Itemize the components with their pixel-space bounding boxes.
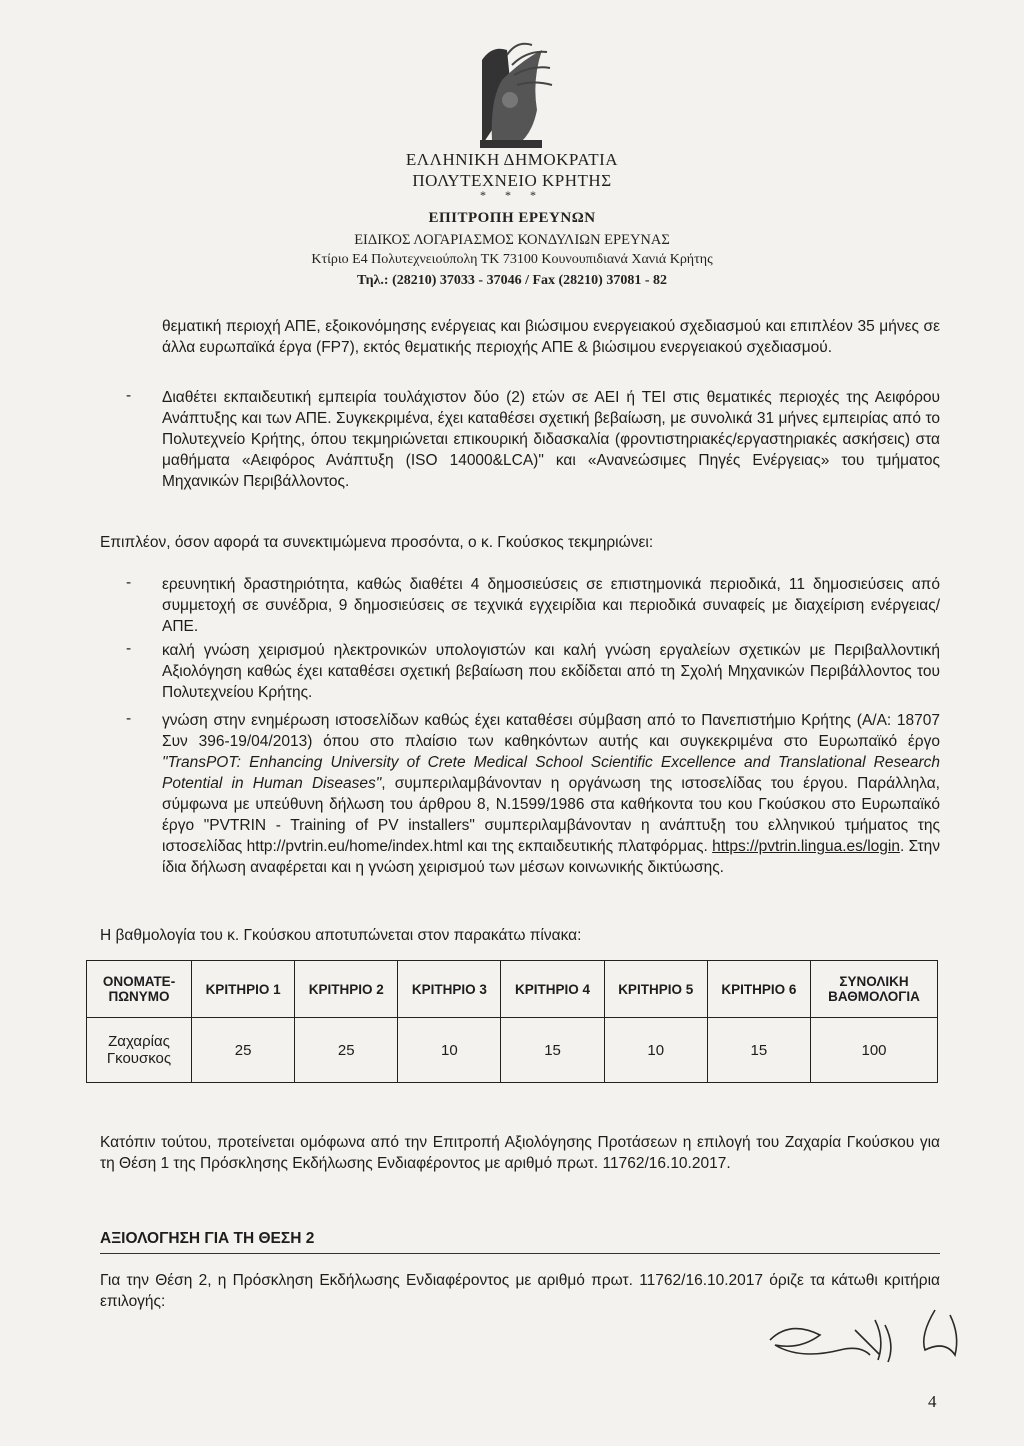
header-stars: * * * (480, 188, 544, 202)
bullet-dash: - (126, 640, 132, 657)
paragraph-position-2: Για την Θέση 2, η Πρόσκληση Εκδήλωσης Ενδιαφέροντος με αριθμό πρωτ. 11762/16.10.2017 όριζε τα κάτωθι κριτήρια επιλογής: (100, 1272, 940, 1310)
bullet-teaching-experience: Διαθέτει εκπαιδευτική εμπειρία τουλάχιστον δύο (2) ετών σε ΑΕΙ ή ΤΕΙ στις θεματικές περιοχές της Αειφόρου Ανάπτυξης και των ΑΠΕ. Συγκεκριμένα, έχει καταθέσει σχετική βεβαίωση, με συνολικά 31 μήνες εμπειρίας από το Πολυτεχνείο Κρήτης, όπου τεκμηριώνεται επικουρική διδασκαλία (φροντιστηριακές/εργαστηριακές ασκήσεις) στα μαθήματα «Αειφόρος Ανάπτυξη (ISO 14000&LCA)" και «Ανανεώσιμες Πηγές Ενέργειας» του τμήματος Μηχανικών Περιβάλλοντος. (162, 389, 940, 490)
paragraph-additional-qualifications: Επιπλέον, όσον αφορά τα συνεκτιμώμενα προσόντα, ο κ. Γκούσκος τεκμηριώνει: (100, 534, 654, 551)
bullet-dash: - (126, 710, 132, 727)
header-committee: ΕΠΙΤΡΟΠΗ ΕΡΕΥΝΩΝ (428, 210, 596, 226)
section-divider (100, 1253, 940, 1254)
bullet-dash: - (126, 574, 132, 591)
header-criterion-1: ΚΡΙΤΗΡΙΟ 1 (192, 961, 295, 1018)
cell-total: 100 (811, 1018, 938, 1083)
platform-link[interactable]: https://pvtrin.lingua.es/login (712, 838, 900, 855)
bullet-computer-skills: καλή γνώση χειρισμού ηλεκτρονικών υπολογιστών και καλή γνώση εργαλείων σχετικών με Περιβαλλοντική Αξιολόγηση καθώς έχει καταθέσει σχετική βεβαίωση που εκδίδεται από τη Σχολή Μηχανικών Περιβάλλοντος του Πολυτεχνείου Κρήτης. (162, 642, 940, 701)
paragraph-1: θεματική περιοχή ΑΠΕ, εξοικονόμησης ενέργειας και βιώσιμου ενεργειακού σχεδιασμού και επιπλέον 35 μήνες σε άλλα ευρωπαϊκά έργα (FP7), εκτός θεματικής περιοχής ΑΠΕ & βιώσιμου ενεργειακού σχεδιασμού. (162, 318, 940, 356)
bullet-dash: - (126, 387, 132, 404)
header-criterion-3: ΚΡΙΤΗΡΙΟ 3 (398, 961, 501, 1018)
header-criterion-5: ΚΡΙΤΗΡΙΟ 5 (604, 961, 707, 1018)
header-name: ΟΝΟΜΑΤΕ-ΠΩΝΥΜΟ (87, 961, 192, 1018)
table-row (87, 1018, 938, 1083)
signature-icon (760, 1300, 980, 1380)
header-criterion-2: ΚΡΙΤΗΡΙΟ 2 (295, 961, 398, 1018)
header-account: ΕΙΔΙΚΟΣ ΛΟΓΑΡΙΑΣΜΟΣ ΚΟΝΔΥΛΙΩΝ ΕΡΕΥΝΑΣ (354, 232, 670, 248)
bullet-research: ερευνητική δραστηριότητα, καθώς διαθέτει 4 δημοσιεύσεις σε επιστημονικά περιοδικά, 11 δημοσιεύσεις από συμμετοχή σε συνέδρια, 9 δημοσιεύσεις σε τεχνικά εγχειρίδια και περιοδικά συναφείς με διαχείριση ενέργειας/ΑΠΕ. (162, 576, 940, 635)
header-phone: Τηλ.: (28210) 37033 - 37046 / Fax (28210) 37081 - 82 (356, 273, 668, 288)
bullet-web-project-title: "TransPOT: Enhancing University of Crete Medical School Scientific Excellence and Translational Research Potential in Human Diseases" (162, 754, 940, 792)
cell-criterion-1: 25 (192, 1018, 295, 1083)
header-country: ΕΛΛΗΝΙΚΗ ΔΗΜΟΚΡΑΤΙΑ (405, 150, 619, 169)
paragraph-grading-intro: Η βαθμολογία του κ. Γκούσκου αποτυπώνεται στον παρακάτω πίνακα: (100, 927, 582, 944)
cell-criterion-5: 10 (604, 1018, 707, 1083)
grading-table (86, 960, 938, 1083)
page-number: 4 (928, 1392, 937, 1411)
header-address: Κτίριο Ε4 Πολυτεχνειούπολη ΤΚ 73100 Κουνουπιδιανά Χανιά Κρήτης (311, 252, 713, 267)
table-header-row (87, 961, 938, 1018)
cell-criterion-4: 15 (501, 1018, 604, 1083)
university-emblem-icon (462, 40, 562, 150)
paragraph-recommendation: Κατόπιν τούτου, προτείνεται ομόφωνα από την Επιτροπή Αξιολόγησης Προτάσεων η επιλογή του Ζαχαρία Γκούσκου για τη Θέση 1 της Πρόσκλησης Εκδήλωσης Ενδιαφέροντος με αριθμό πρωτ. 11762/16.10.2017. (100, 1134, 940, 1172)
cell-name: Ζαχαρίας Γκουσκος (87, 1018, 192, 1083)
header-university: ΠΟΛΥΤΕΧΝΕΙΟ ΚΡΗΤΗΣ (412, 171, 612, 190)
bullet-web-text-b: , συμπεριλαμβάνονταν η οργάνωση της ιστοσελίδας του έργου. Παράλληλα, σύμφωνα με υπεύθυνη δήλωση του άρθρου 8, Ν.1599/1986 στα καθήκοντα του κου Γκούσκου στο Ευρωπαϊκό έργο "PVTRIN - Training of PV installers" συμπεριλαμβάνονταν η ανάπτυξη του ελληνικού τμήματος της ιστοσελίδας http://pvtrin.eu/home/index.html και της εκπαιδευτικής πλατφόρμας. (162, 775, 940, 855)
header-criterion-6: ΚΡΙΤΗΡΙΟ 6 (707, 961, 810, 1018)
section-title: ΑΞΙΟΛΟΓΗΣΗ ΓΙΑ ΤΗ ΘΕΣΗ 2 (100, 1230, 315, 1247)
bullet-web-skills (162, 710, 940, 878)
bullet-web-text-a: γνώση στην ενημέρωση ιστοσελίδων καθώς έχει καταθέσει σύμβαση από το Πανεπιστήμιο Κρήτης (Α/Α: 18707 Συν 396-19/04/2013) όπου στο πλαίσιο των καθηκόντων αυτής και συγκεκριμένα στο Ευρωπαϊκό έργο (162, 712, 940, 750)
header-criterion-4: ΚΡΙΤΗΡΙΟ 4 (501, 961, 604, 1018)
bullet-web-text-c: . Στην ίδια δήλωση αναφέρεται και η γνώση χειρισμού των μέσων κοινωνικής δικτύωσης. (162, 838, 940, 876)
header-total: ΣΥΝΟΛΙΚΗ ΒΑΘΜΟΛΟΓΙΑ (811, 961, 938, 1018)
cell-criterion-2: 25 (295, 1018, 398, 1083)
cell-criterion-6: 15 (707, 1018, 810, 1083)
cell-criterion-3: 10 (398, 1018, 501, 1083)
